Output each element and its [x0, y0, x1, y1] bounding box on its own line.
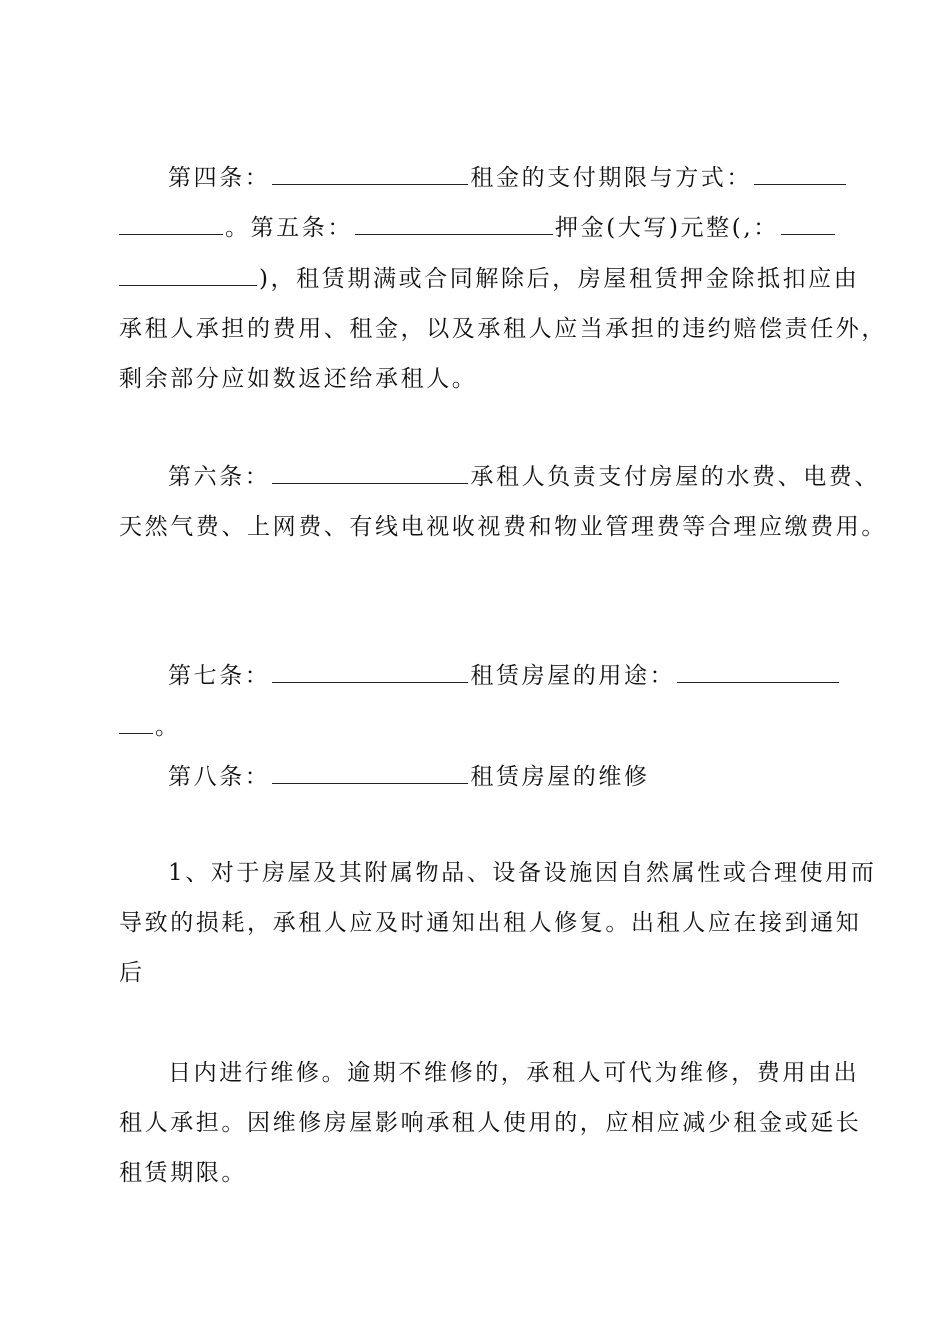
article-5-text: 押金(大写)元整(,： — [555, 215, 779, 241]
article-8-text: 租赁房屋的维修 — [470, 764, 650, 790]
blank-field — [754, 162, 846, 185]
blank-field — [781, 212, 835, 235]
article-6-line-1 — [168, 461, 880, 492]
article-7-label: 第七条： — [168, 663, 271, 689]
blank-field — [355, 212, 553, 235]
article-8-label: 第八条： — [168, 764, 271, 790]
blank-field — [119, 711, 153, 734]
article-5-line-3: 承租人承担的费用、租金，以及承租人应当承担的违约赔偿责任外， — [119, 316, 887, 342]
article-8-line-1 — [168, 761, 650, 792]
article-5-line-4: 剩余部分应如数返还给承租人。 — [119, 366, 478, 392]
article-7-text: 租赁房屋的用途： — [470, 663, 676, 689]
article-6-text: 承租人负责支付房屋的水费、电费、 — [470, 464, 881, 490]
article-5-line-1 — [119, 212, 837, 243]
article-4-text: 租金的支付期限与方式： — [470, 165, 753, 191]
article-7-line-2 — [119, 711, 181, 742]
blank-field — [677, 660, 839, 683]
article-4-line-1 — [168, 162, 848, 193]
item-1-line-2: 导致的损耗，承租人应及时通知出租人修复。出租人应在接到通知 — [119, 910, 862, 936]
article-5-line-2 — [119, 263, 859, 294]
item-1-cont-line-1: 日内进行维修。逾期不维修的，承租人可代为维修，费用由出 — [168, 1060, 860, 1086]
article-5-label: 。第五条： — [225, 215, 353, 241]
blank-field — [272, 461, 468, 484]
blank-field — [119, 263, 257, 286]
item-1-cont-line-3: 租赁期限。 — [119, 1160, 247, 1186]
article-6-label: 第六条： — [168, 464, 271, 490]
article-7-end: 。 — [155, 714, 181, 740]
article-7-line-1 — [168, 660, 841, 691]
blank-field — [272, 162, 468, 185]
blank-field — [272, 761, 468, 784]
article-4-label: 第四条： — [168, 165, 271, 191]
blank-field — [272, 660, 468, 683]
blank-field — [119, 212, 223, 235]
item-1-cont-line-2: 租人承担。因维修房屋影响承租人使用的，应相应减少租金或延长 — [119, 1110, 862, 1136]
article-5-text-2: )，租赁期满或合同解除后，房屋租赁押金除抵扣应由 — [259, 266, 860, 292]
article-6-line-2: 天然气费、上网费、有线电视收视费和物业管理费等合理应缴费用。 — [119, 514, 887, 540]
item-1-line-3: 后 — [119, 960, 145, 986]
item-1-line-1: 1、对于房屋及其附属物品、设备设施因自然属性或合理使用而 — [168, 860, 877, 886]
